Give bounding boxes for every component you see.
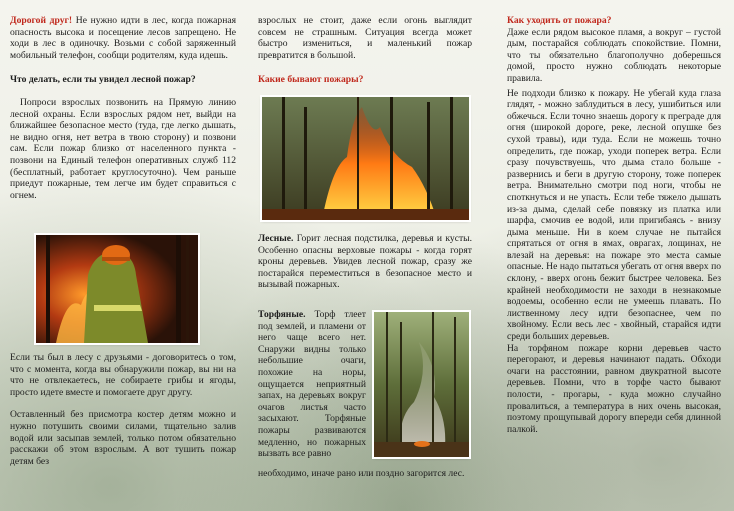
friends-paragraph: Если ты был в лесу с друзьями - договоритесь о том, что с момента, когда вы обнаружили пожар, вы ни на что не отвлекаетесь, не собираете грибы и ягоды, просто идете вместе и помогаете друг другу. (10, 352, 236, 398)
firefighter-image (36, 235, 198, 343)
calm-paragraph: Даже если рядом высокое пламя, а вокруг – густой дым, постарайся соблюдать спокойствие. Помни, что ты обязательно благополучно доберешься домой, просто нужно соблюдать некоторые правила. (507, 26, 721, 84)
forest-fires-text: Горит лесная подстилка, деревья и кусты. Особенно опасны верховые пожары - когда горят кроны деревьев. Увидев лесной пожар, сразу же постарайся переместиться в безопасное место и вызывай пожарных. (258, 233, 472, 291)
column-middle (258, 15, 472, 86)
forest-fire-photo (262, 97, 469, 220)
column-left-lower (10, 352, 236, 467)
forest-fires-paragraph (258, 233, 472, 291)
peat-fires-text: Торф тлеет под землей, и пламени от него чаще всего нет. Снаружи видны только небольшие очаги, похожие на норы, ощущается неприятный запах, на деревьях вокруг очагов листья часто засыхают. Торфяные пожары развиваются медленно, но пожарных вызвать все равно (258, 309, 366, 460)
forest-fires-label: Лесные. (258, 233, 294, 244)
intro-paragraph (10, 15, 236, 61)
firefighter-photo (36, 235, 198, 343)
what-to-do-heading: Что делать, если ты увидел лесной пожар? (10, 74, 196, 86)
fire-types-heading: Какие бывают пожары? (258, 74, 364, 86)
peat-safety-paragraph: На торфяном пожаре корни деревьев часто перегорают, и деревья начинают падать. Обходи очаги на расстоянии, равном двукратной высоте деревьев. Помни, что в торфе часто бывают полости, - прогары, - куда можно случайно провалиться, а температура в них очень высокая, поэтому прощупывай дорогу впереди себя длинной палкой. (507, 342, 721, 435)
peat-fires-label: Торфяные. (258, 309, 306, 320)
peat-fires-tail: необходимо, иначе рано или поздно загорится лес. (258, 468, 465, 479)
forest-fire-image (262, 97, 469, 220)
peat-fire-photo (374, 312, 469, 457)
peat-fire-image (374, 312, 469, 457)
escape-rules-paragraph: Не подходи близко к пожару. Не убегай куда глаза глядят, - можно заблудиться в лесу, ушибиться или обжечься. Если точно знаешь дорогу к преграде для огня (широкой дороге, реке, лесной опушке без сухой травы), иди туда. Если не можешь точно определить, где пожар, уходи поперек ветра. Если сразу почувствуешь, что дыма стало больше - развернись и беги в другую сторону, тоже поперек ветра. Внимательно смотри под ноги, чтобы не споткнуться и не упасть. Если тебе тяжело дышать из-за дыма, сделай себе повязку из платка или шарфа, смочив ее водой, или пригибаясь - внизу дыма меньше. Ни в коем случае не пытайся спрятаться от огня в ямах, оврагах, лощинах, не влезай на деревья: на пожаре это места самые опасные. Не надо пытаться убегать от огня вверх по склону, - вверх огонь бежит быстрее человека. Без крайней необходимости не заходи в незнакомые водоемы, особенно если не умеешь плавать. По лиственному лесу идти безопаснее, чем по хвойному. Если весь лес - хвойный, старайся идти среди больших деревьев. (507, 87, 721, 343)
campfire-paragraph: Оставленный без присмотра костер детям можно и нужно потушить своими силами, тщательно залив водой или засыпав землей, только потом обязательно расскажи об этом взрослым. А вот тушить пожар детям без (10, 409, 236, 467)
adults-continuation: взрослых не стоит, даже если огонь выглядит совсем не страшным. Ситуация всегда может быстро измениться, и маленький пожар превратится в большой. (258, 15, 472, 61)
call-paragraph: Попроси взрослых позвонить на Прямую линию лесной охраны. Если взрослых рядом нет, выйди на ближайшее безопасное место (туда, где легко дышать, не видно огня, нет ветра в твою сторону) и позвони сам. Если пожар близко от населенного пункта - позвони на Единый телефон оперативных служб 112 (бесплатный, работает круглосуточно). Чем раньше приедут пожарные, тем легче им будет справиться с огнем. (10, 96, 236, 201)
intro-greeting: Дорогой друг! (10, 15, 73, 26)
column-left (10, 15, 236, 201)
column-right (507, 15, 721, 435)
forest-fires-block (258, 233, 472, 291)
how-to-leave-heading: Как уходить от пожара? (507, 15, 612, 26)
peat-fires-paragraph (258, 309, 366, 460)
intro-text: Не нужно идти в лес, когда пожарная опасность высока и посещение лесов запрещено. Не ходи в лес в одиночку. Возьми с собой заряженный мобильный телефон, сообщи родителям, куда идешь. (10, 15, 237, 61)
peat-fires-block (258, 309, 366, 460)
